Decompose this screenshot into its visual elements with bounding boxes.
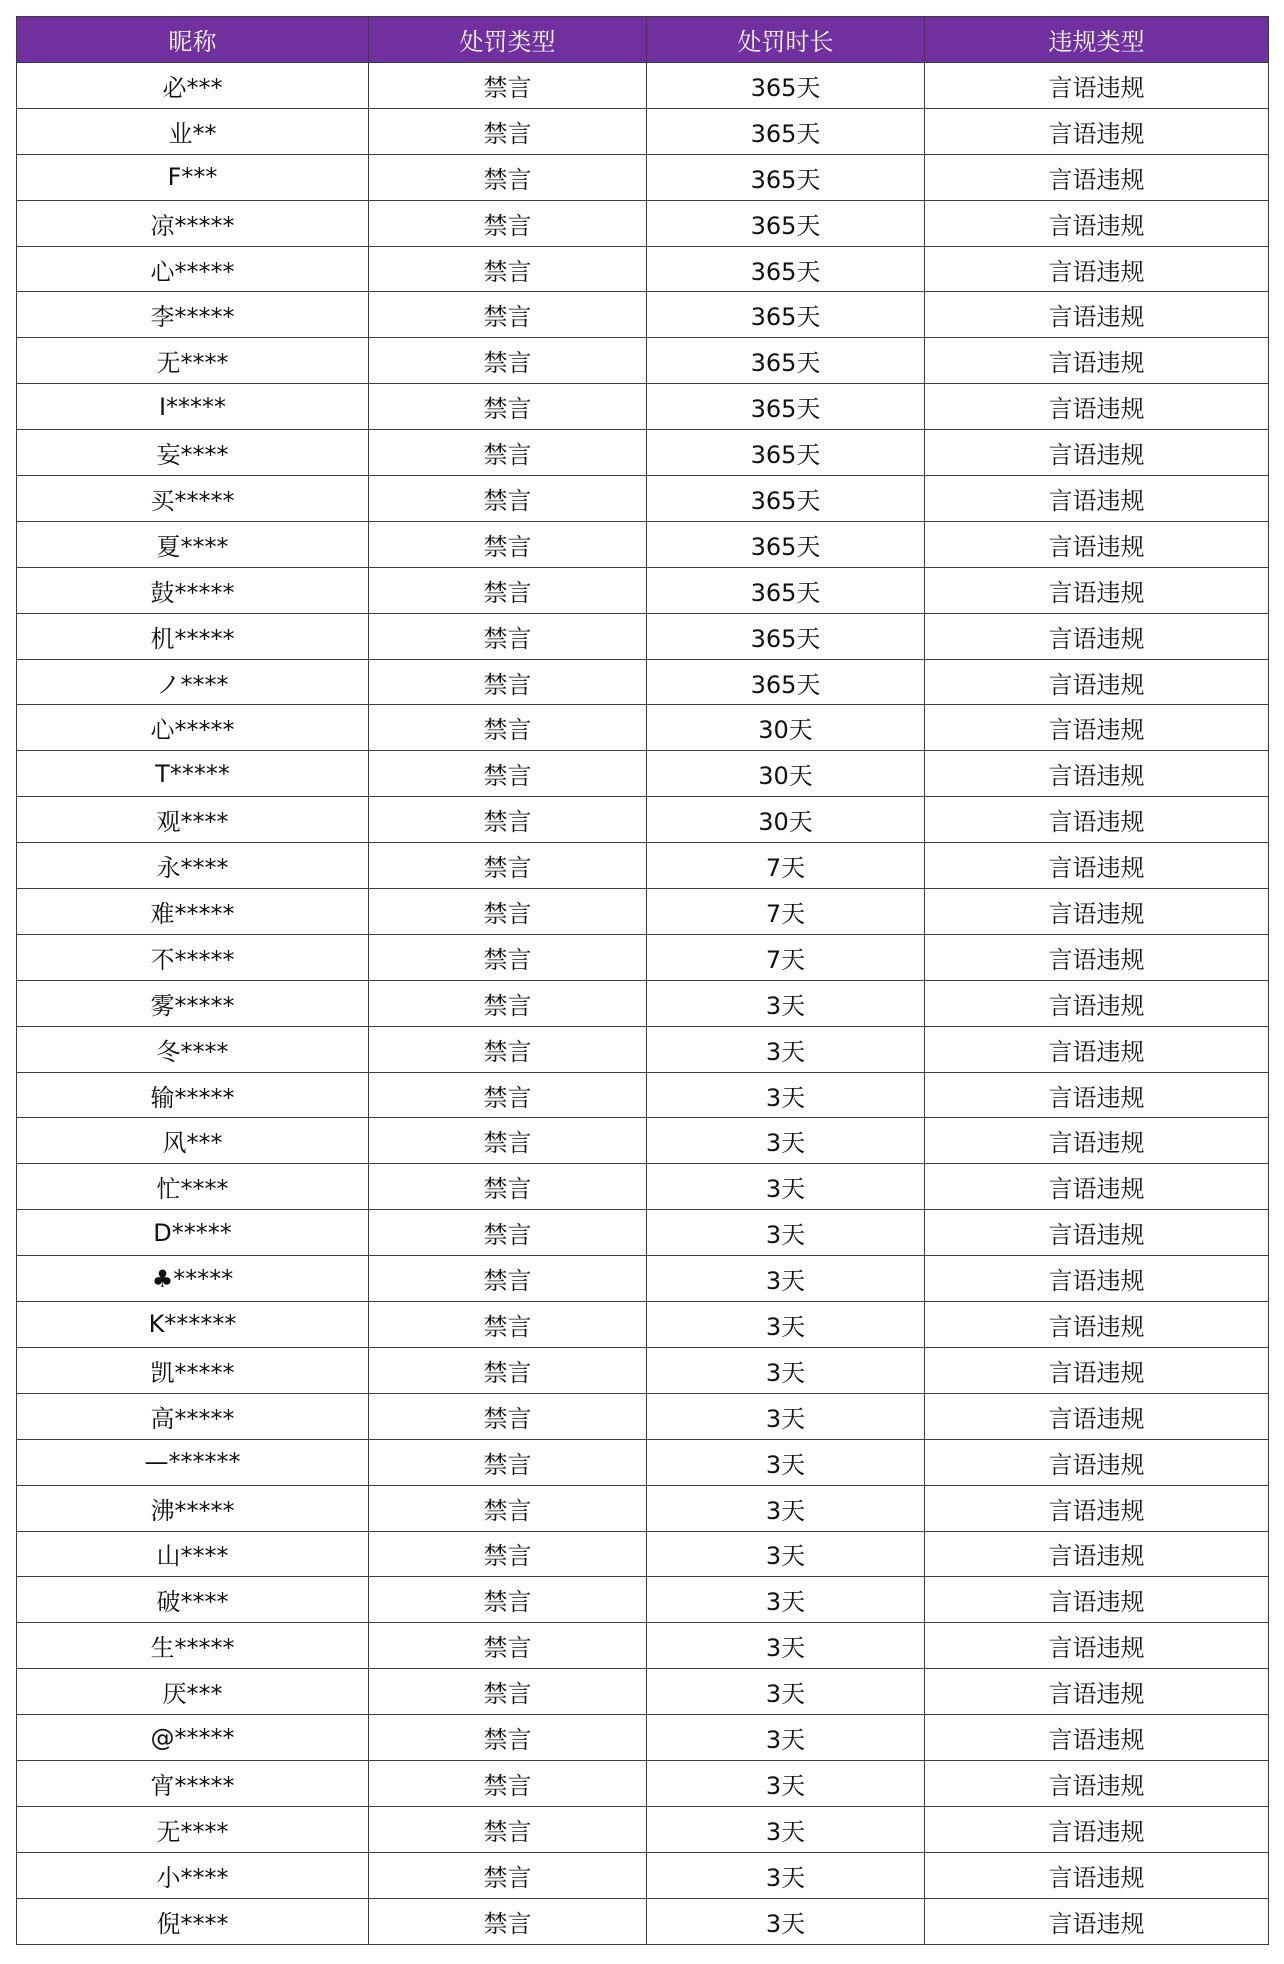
table-row (17, 1347, 1269, 1393)
cell-penalty-duration: 3天 (647, 1531, 925, 1577)
cell-violation-type: 言语违规 (925, 934, 1269, 980)
cell-penalty-type: 禁言 (369, 338, 647, 384)
cell-penalty-type: 禁言 (369, 154, 647, 200)
table-row (17, 1256, 1269, 1302)
cell-violation-type: 言语违规 (925, 1439, 1269, 1485)
cell-penalty-duration: 365天 (647, 476, 925, 522)
cell-violation-type: 言语违规 (925, 430, 1269, 476)
cell-nickname: 心***** (17, 705, 369, 751)
cell-penalty-type: 禁言 (369, 1026, 647, 1072)
table-row (17, 1210, 1269, 1256)
cell-nickname: 忙**** (17, 1164, 369, 1210)
table-row (17, 292, 1269, 338)
table-header (17, 17, 1269, 63)
cell-nickname: F*** (17, 154, 369, 200)
cell-violation-type: 言语违规 (925, 1347, 1269, 1393)
cell-nickname: 高***** (17, 1393, 369, 1439)
cell-penalty-type: 禁言 (369, 934, 647, 980)
cell-violation-type: 言语违规 (925, 797, 1269, 843)
cell-violation-type: 言语违规 (925, 476, 1269, 522)
cell-nickname: 破**** (17, 1577, 369, 1623)
cell-penalty-duration: 30天 (647, 751, 925, 797)
table-row (17, 1531, 1269, 1577)
cell-nickname: 倪**** (17, 1898, 369, 1944)
cell-penalty-duration: 3天 (647, 1760, 925, 1806)
cell-penalty-duration: 3天 (647, 1164, 925, 1210)
cell-penalty-duration: 3天 (647, 1072, 925, 1118)
cell-penalty-duration: 365天 (647, 246, 925, 292)
table-row (17, 1439, 1269, 1485)
cell-nickname: 凯***** (17, 1347, 369, 1393)
penalty-table-sheet (16, 16, 1268, 1945)
table-row (17, 1760, 1269, 1806)
cell-nickname: 沸***** (17, 1485, 369, 1531)
cell-violation-type: 言语违规 (925, 980, 1269, 1026)
table-row (17, 1577, 1269, 1623)
cell-nickname: 必*** (17, 63, 369, 109)
cell-penalty-duration: 3天 (647, 1485, 925, 1531)
cell-penalty-duration: 365天 (647, 200, 925, 246)
cell-penalty-type: 禁言 (369, 1256, 647, 1302)
table-row (17, 521, 1269, 567)
cell-penalty-type: 禁言 (369, 797, 647, 843)
cell-penalty-type: 禁言 (369, 200, 647, 246)
table-row (17, 1072, 1269, 1118)
table-row (17, 659, 1269, 705)
cell-nickname: T***** (17, 751, 369, 797)
cell-penalty-type: 禁言 (369, 1715, 647, 1761)
cell-nickname: 买***** (17, 476, 369, 522)
table-row (17, 567, 1269, 613)
cell-penalty-type: 禁言 (369, 1806, 647, 1852)
cell-nickname: 输***** (17, 1072, 369, 1118)
cell-violation-type: 言语违规 (925, 613, 1269, 659)
cell-nickname: 无**** (17, 338, 369, 384)
header-penalty-type: 处罚类型 (369, 17, 647, 63)
cell-penalty-type: 禁言 (369, 1485, 647, 1531)
cell-penalty-type: 禁言 (369, 980, 647, 1026)
cell-nickname: 妄**** (17, 430, 369, 476)
cell-penalty-type: 禁言 (369, 108, 647, 154)
table-row (17, 1118, 1269, 1164)
table-row (17, 1026, 1269, 1072)
cell-penalty-duration: 3天 (647, 1210, 925, 1256)
cell-penalty-duration: 30天 (647, 797, 925, 843)
cell-nickname: —****** (17, 1439, 369, 1485)
cell-penalty-type: 禁言 (369, 889, 647, 935)
cell-penalty-type: 禁言 (369, 1439, 647, 1485)
cell-violation-type: 言语违规 (925, 1531, 1269, 1577)
cell-violation-type: 言语违规 (925, 751, 1269, 797)
table-row (17, 430, 1269, 476)
cell-nickname: ノ**** (17, 659, 369, 705)
cell-penalty-duration: 3天 (647, 1669, 925, 1715)
cell-penalty-duration: 7天 (647, 843, 925, 889)
table-row (17, 1485, 1269, 1531)
cell-nickname: 业** (17, 108, 369, 154)
cell-nickname: D***** (17, 1210, 369, 1256)
cell-violation-type: 言语违规 (925, 1760, 1269, 1806)
cell-violation-type: 言语违规 (925, 338, 1269, 384)
cell-penalty-type: 禁言 (369, 1072, 647, 1118)
cell-penalty-duration: 3天 (647, 1852, 925, 1898)
cell-nickname: 凉***** (17, 200, 369, 246)
cell-penalty-duration: 3天 (647, 1302, 925, 1348)
cell-nickname: ♣***** (17, 1256, 369, 1302)
cell-penalty-type: 禁言 (369, 1577, 647, 1623)
cell-nickname: 心***** (17, 246, 369, 292)
cell-penalty-duration: 3天 (647, 980, 925, 1026)
cell-penalty-type: 禁言 (369, 567, 647, 613)
cell-penalty-type: 禁言 (369, 1118, 647, 1164)
cell-penalty-duration: 365天 (647, 613, 925, 659)
cell-penalty-type: 禁言 (369, 476, 647, 522)
cell-penalty-type: 禁言 (369, 843, 647, 889)
cell-penalty-duration: 365天 (647, 521, 925, 567)
cell-violation-type: 言语违规 (925, 1072, 1269, 1118)
cell-penalty-duration: 365天 (647, 154, 925, 200)
cell-violation-type: 言语违规 (925, 1898, 1269, 1944)
table-row (17, 980, 1269, 1026)
cell-violation-type: 言语违规 (925, 154, 1269, 200)
table-row (17, 1852, 1269, 1898)
table-row (17, 1393, 1269, 1439)
cell-nickname: K****** (17, 1302, 369, 1348)
cell-violation-type: 言语违规 (925, 246, 1269, 292)
cell-violation-type: 言语违规 (925, 1302, 1269, 1348)
cell-nickname: 李***** (17, 292, 369, 338)
cell-penalty-type: 禁言 (369, 1531, 647, 1577)
table-body (17, 63, 1269, 1945)
table-row (17, 476, 1269, 522)
cell-penalty-type: 禁言 (369, 659, 647, 705)
cell-penalty-duration: 3天 (647, 1026, 925, 1072)
cell-penalty-type: 禁言 (369, 1669, 647, 1715)
cell-penalty-duration: 3天 (647, 1118, 925, 1164)
table-row (17, 934, 1269, 980)
cell-nickname: 山**** (17, 1531, 369, 1577)
cell-penalty-type: 禁言 (369, 1393, 647, 1439)
cell-nickname: 鼓***** (17, 567, 369, 613)
cell-penalty-type: 禁言 (369, 63, 647, 109)
header-penalty-duration: 处罚时长 (647, 17, 925, 63)
cell-penalty-type: 禁言 (369, 1760, 647, 1806)
cell-violation-type: 言语违规 (925, 1806, 1269, 1852)
penalty-table (16, 16, 1269, 1945)
cell-nickname: 雾***** (17, 980, 369, 1026)
table-row (17, 1164, 1269, 1210)
cell-nickname: I***** (17, 384, 369, 430)
table-row (17, 705, 1269, 751)
cell-violation-type: 言语违规 (925, 1577, 1269, 1623)
cell-violation-type: 言语违规 (925, 567, 1269, 613)
cell-penalty-duration: 7天 (647, 934, 925, 980)
cell-violation-type: 言语违规 (925, 1210, 1269, 1256)
cell-penalty-duration: 7天 (647, 889, 925, 935)
cell-penalty-duration: 30天 (647, 705, 925, 751)
cell-penalty-duration: 365天 (647, 63, 925, 109)
cell-nickname: 宵***** (17, 1760, 369, 1806)
table-row (17, 889, 1269, 935)
cell-penalty-duration: 3天 (647, 1347, 925, 1393)
table-row (17, 1623, 1269, 1669)
cell-nickname: 观**** (17, 797, 369, 843)
cell-penalty-type: 禁言 (369, 1210, 647, 1256)
cell-nickname: 夏**** (17, 521, 369, 567)
cell-penalty-duration: 365天 (647, 338, 925, 384)
cell-penalty-duration: 365天 (647, 430, 925, 476)
table-row (17, 1898, 1269, 1944)
cell-nickname: 不***** (17, 934, 369, 980)
cell-violation-type: 言语违规 (925, 108, 1269, 154)
cell-penalty-type: 禁言 (369, 292, 647, 338)
cell-penalty-type: 禁言 (369, 1623, 647, 1669)
cell-penalty-duration: 3天 (647, 1577, 925, 1623)
cell-penalty-duration: 3天 (647, 1439, 925, 1485)
cell-penalty-type: 禁言 (369, 613, 647, 659)
table-row (17, 751, 1269, 797)
cell-violation-type: 言语违规 (925, 659, 1269, 705)
cell-violation-type: 言语违规 (925, 1852, 1269, 1898)
cell-penalty-duration: 365天 (647, 292, 925, 338)
cell-violation-type: 言语违规 (925, 889, 1269, 935)
table-row (17, 1806, 1269, 1852)
cell-violation-type: 言语违规 (925, 843, 1269, 889)
cell-penalty-duration: 3天 (647, 1623, 925, 1669)
cell-violation-type: 言语违规 (925, 384, 1269, 430)
cell-penalty-duration: 3天 (647, 1806, 925, 1852)
cell-violation-type: 言语违规 (925, 1393, 1269, 1439)
cell-violation-type: 言语违规 (925, 200, 1269, 246)
table-row (17, 1669, 1269, 1715)
cell-penalty-type: 禁言 (369, 246, 647, 292)
cell-violation-type: 言语违规 (925, 1485, 1269, 1531)
cell-penalty-type: 禁言 (369, 1302, 647, 1348)
cell-penalty-duration: 365天 (647, 659, 925, 705)
cell-nickname: 小**** (17, 1852, 369, 1898)
table-row (17, 384, 1269, 430)
cell-penalty-type: 禁言 (369, 430, 647, 476)
cell-penalty-type: 禁言 (369, 1164, 647, 1210)
cell-penalty-duration: 365天 (647, 567, 925, 613)
cell-nickname: 无**** (17, 1806, 369, 1852)
cell-penalty-duration: 3天 (647, 1393, 925, 1439)
cell-penalty-duration: 365天 (647, 108, 925, 154)
cell-nickname: 风*** (17, 1118, 369, 1164)
cell-penalty-duration: 3天 (647, 1256, 925, 1302)
cell-penalty-duration: 3天 (647, 1715, 925, 1761)
header-violation-type: 违规类型 (925, 17, 1269, 63)
table-row (17, 613, 1269, 659)
cell-violation-type: 言语违规 (925, 1715, 1269, 1761)
cell-penalty-type: 禁言 (369, 521, 647, 567)
header-nickname: 昵称 (17, 17, 369, 63)
cell-violation-type: 言语违规 (925, 1623, 1269, 1669)
table-row (17, 797, 1269, 843)
cell-nickname: 生***** (17, 1623, 369, 1669)
cell-violation-type: 言语违规 (925, 1118, 1269, 1164)
cell-violation-type: 言语违规 (925, 1669, 1269, 1715)
table-row (17, 338, 1269, 384)
cell-violation-type: 言语违规 (925, 292, 1269, 338)
cell-nickname: 厌*** (17, 1669, 369, 1715)
cell-violation-type: 言语违规 (925, 1026, 1269, 1072)
table-row (17, 63, 1269, 109)
cell-violation-type: 言语违规 (925, 1164, 1269, 1210)
cell-violation-type: 言语违规 (925, 63, 1269, 109)
cell-penalty-duration: 365天 (647, 384, 925, 430)
table-row (17, 154, 1269, 200)
cell-penalty-type: 禁言 (369, 1347, 647, 1393)
cell-nickname: 机***** (17, 613, 369, 659)
cell-penalty-type: 禁言 (369, 705, 647, 751)
table-row (17, 108, 1269, 154)
table-row (17, 1715, 1269, 1761)
cell-violation-type: 言语违规 (925, 521, 1269, 567)
header-row (17, 17, 1269, 63)
cell-nickname: 冬**** (17, 1026, 369, 1072)
table-row (17, 843, 1269, 889)
table-row (17, 246, 1269, 292)
cell-penalty-duration: 3天 (647, 1898, 925, 1944)
cell-penalty-type: 禁言 (369, 751, 647, 797)
cell-violation-type: 言语违规 (925, 1256, 1269, 1302)
table-row (17, 200, 1269, 246)
cell-nickname: 永**** (17, 843, 369, 889)
cell-nickname: 难***** (17, 889, 369, 935)
table-row (17, 1302, 1269, 1348)
cell-violation-type: 言语违规 (925, 705, 1269, 751)
cell-penalty-type: 禁言 (369, 1852, 647, 1898)
cell-nickname: @***** (17, 1715, 369, 1761)
cell-penalty-type: 禁言 (369, 384, 647, 430)
cell-penalty-type: 禁言 (369, 1898, 647, 1944)
